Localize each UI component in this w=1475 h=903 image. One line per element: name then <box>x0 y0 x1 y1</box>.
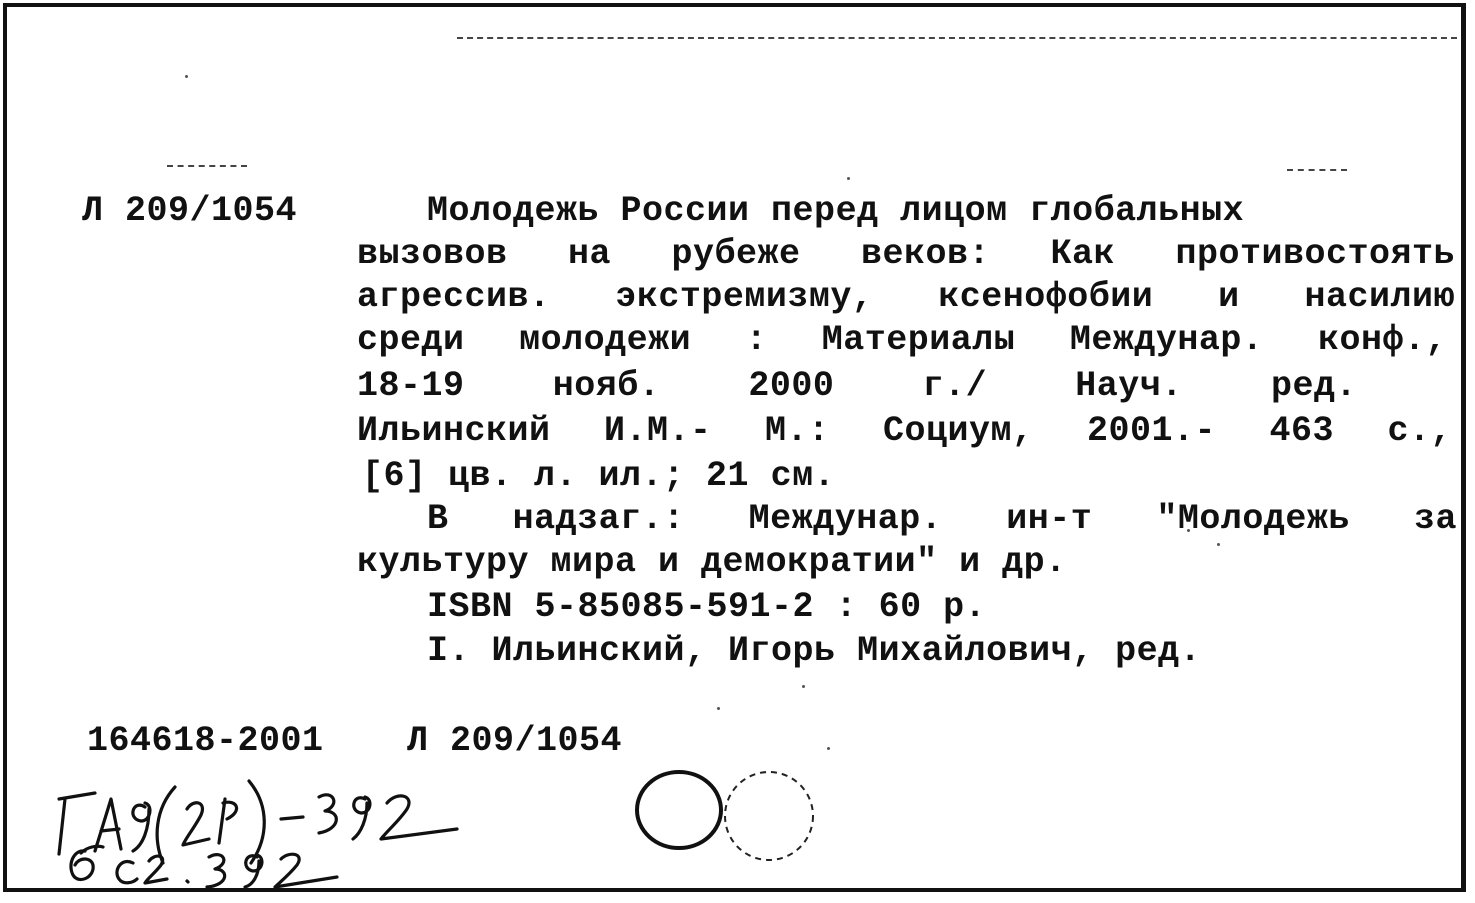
inventory-number: 164618-2001 <box>87 721 324 761</box>
speck <box>1217 543 1220 546</box>
added-entry-line: I. Ильинский, Игорь Михайлович, ред. <box>427 631 1202 671</box>
library-stamp-circles <box>627 762 837 882</box>
imprint-line-1: 18-19 нояб. 2000 г./ Науч. ред. <box>357 366 1357 406</box>
speck <box>717 707 720 710</box>
top-dashed-rule <box>457 37 1457 39</box>
title-line-1: Молодежь России перед лицом глобальных <box>427 191 1245 231</box>
title-line-2: вызовов на рубеже веков: Как противостоять <box>357 234 1455 274</box>
title-line-4: среди молодежи : Материалы Междунар. конф., <box>357 320 1447 360</box>
note-line-1: В надзаг.: Междунар. ин-т "Молодежь за <box>427 499 1457 539</box>
right-dashed-rule <box>1287 169 1347 171</box>
short-dashed-rule <box>167 165 247 167</box>
handwritten-classification <box>37 759 477 889</box>
collation-line: [6] цв. л. ил.; 21 см. <box>362 456 836 496</box>
speck <box>847 177 850 180</box>
speck <box>827 747 830 750</box>
call-number: Л 209/1054 <box>82 191 298 231</box>
speck <box>802 685 805 688</box>
note-line-2: культуру мира и демократии" и др. <box>357 542 1067 582</box>
inventory-call-number: Л 209/1054 <box>407 721 623 761</box>
imprint-line-2: Ильинский И.М.- М.: Социум, 2001.- 463 с., <box>357 411 1452 451</box>
title-line-3: агрессив. экстремизму, ксенофобии и насилию <box>357 277 1455 317</box>
speck <box>185 75 188 78</box>
catalog-card <box>3 3 1466 892</box>
isbn-line: ISBN 5-85085-591-2 : 60 р. <box>427 587 987 627</box>
